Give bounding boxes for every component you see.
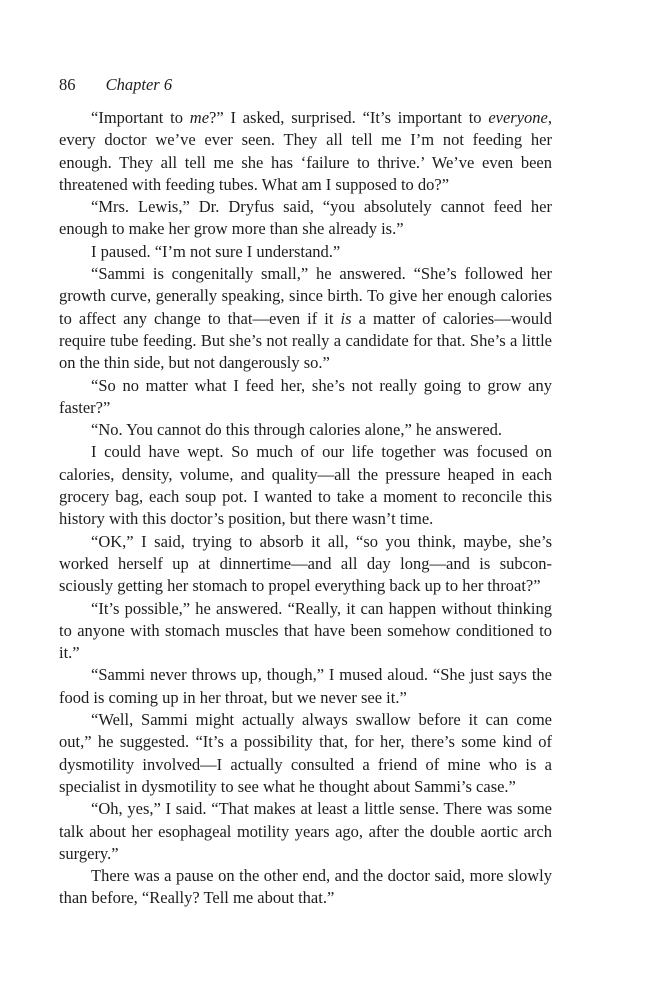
text-run: I could have wept. So much of our life together was focused on calories, density, volume, and quality—all the pressure heaped in each grocery bag, each soup pot. I wanted to take a moment to reconcile this history with this doctor’s position, but there wasn’t time. <box>59 442 552 529</box>
text-run: “OK,” I said, trying to absorb it all, “so you think, maybe, she’s worked herself up at dinnertime—and all day long—and is subconsciously getting her stomach to propel everything back up to her throat?” <box>59 531 552 596</box>
text-run: “Sammi never throws up, though,” I mused aloud. “She just says the food is coming up in her throat, but we never see it.” <box>59 665 552 707</box>
text-run: There was a pause on the other end, and the doctor said, more slowly than before, “Really? Tell me about that.” <box>59 866 552 908</box>
italic-text: me <box>189 108 210 127</box>
paragraph <box>59 798 552 865</box>
paragraph <box>59 263 552 374</box>
paragraph <box>59 107 552 196</box>
paragraph <box>59 375 552 420</box>
text-run: “Well, Sammi might actually always swallow before it can come out,” he suggested. “It’s a possibility that, for her, there’s some kind of dysmotility involved—I actually consulted a friend of mine who is a specialist in dysmotility to see what he thought about Sammi’s case.” <box>59 710 552 796</box>
paragraph <box>59 196 552 241</box>
text-run: “Sammi is congenitally small,” he answered. “She’s followed her growth curve, generally speaking, since birth. To give her enough calories to affect any change to that—even if it <box>59 264 552 328</box>
paragraph <box>59 598 552 665</box>
text-run: a matter of calories—would require tube feeding. But she’s not really a candidate for that. She’s a little on the thin side, but not dangerously so.” <box>59 308 552 373</box>
text-run: , every doctor we’ve ever seen. They all tell me I’m not feeding her enough. They all tell me she has ‘failure to thrive.’ We’ve even been threatened with feeding tubes. What am I supposed to do?” <box>59 108 552 194</box>
text-run: “It’s possible,” he answered. “Really, it can happen without thinking to anyone with stomach muscles that have been somehow conditioned to it.” <box>59 598 552 663</box>
body-text <box>59 107 552 910</box>
text-run: I paused. “I’m not sure I understand.” <box>91 241 341 261</box>
text-run: “No. You cannot do this through calories alone,” he answered. <box>91 420 503 440</box>
text-run: “Mrs. Lewis,” Dr. Dryfus said, “you absolutely cannot feed her enough to make her grow more than she already is.” <box>59 197 552 239</box>
paragraph <box>59 441 552 530</box>
text-run: ?” I asked, surprised. “It’s important to <box>209 108 489 127</box>
italic-text: everyone <box>488 108 548 127</box>
italic-text: is <box>340 308 352 328</box>
paragraph <box>59 664 552 709</box>
paragraph <box>59 709 552 798</box>
page-number: 86 <box>59 75 76 94</box>
running-head <box>59 73 172 97</box>
chapter-label: Chapter 6 <box>105 75 173 94</box>
text-run: “Oh, yes,” I said. “That makes at least a little sense. There was some talk about her esophageal motility years ago, after the double aortic arch surgery.” <box>59 799 552 863</box>
paragraph <box>59 531 552 598</box>
paragraph <box>59 241 552 263</box>
text-run: “Important to <box>91 108 190 127</box>
text-run: “So no matter what I feed her, she’s not really going to grow any faster?” <box>59 375 552 417</box>
paragraph <box>59 865 552 910</box>
paragraph <box>59 419 552 441</box>
